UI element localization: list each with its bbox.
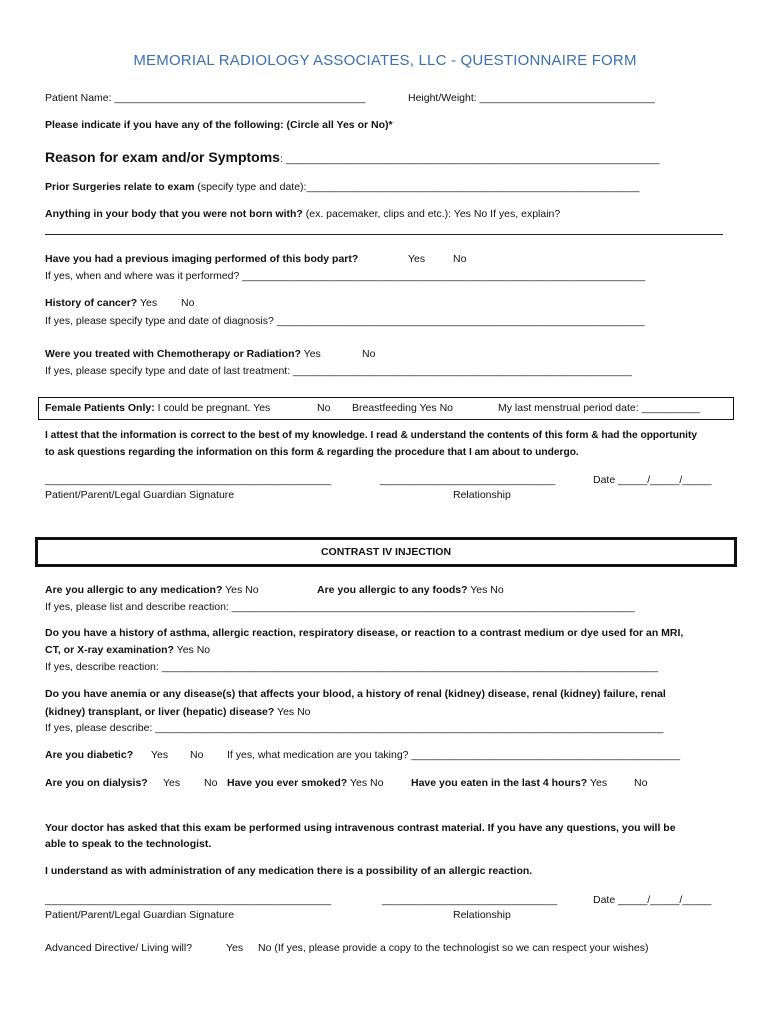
previous-imaging-followup[interactable]: If yes, when and where was it performed? _____________________________________________________________________ bbox=[45, 270, 646, 282]
food-allergy-label: Are you allergic to any foods? bbox=[317, 584, 468, 596]
implants-rest: (ex. pacemaker, clips and etc.): Yes No If yes, explain? bbox=[302, 208, 561, 220]
menstrual-date-field[interactable]: My last menstrual period date: __________ bbox=[498, 402, 700, 414]
chemo-no[interactable]: No bbox=[362, 348, 376, 360]
female-pregnant-no[interactable]: No bbox=[317, 402, 331, 414]
cancer-label: History of cancer? bbox=[45, 297, 138, 309]
dialysis-yes[interactable]: Yes bbox=[163, 777, 181, 789]
prior-surgeries-line: (specify type and date):_________________________________________________________ bbox=[194, 181, 640, 193]
prior-surgeries-label: Prior Surgeries relate to exam bbox=[45, 181, 195, 193]
female-label: Female Patients Only: bbox=[45, 402, 155, 414]
height-weight-field[interactable]: Height/Weight: ______________________________ bbox=[408, 92, 655, 104]
attestation-line-1: I attest that the information is correct to the best of my knowledge. I read & understand the contents of this form & had the opportunity bbox=[45, 430, 698, 441]
previous-imaging-no[interactable]: No bbox=[453, 253, 467, 265]
anemia-yn: Yes No bbox=[274, 706, 311, 718]
breastfeeding-question[interactable]: Breastfeeding Yes No bbox=[352, 402, 453, 414]
eaten-yes: Yes bbox=[587, 777, 608, 789]
smoked-label: Have you ever smoked? bbox=[227, 777, 348, 789]
eaten-question[interactable] bbox=[411, 776, 607, 790]
asthma-yn: Yes No bbox=[173, 644, 211, 656]
chemo-label: Were you treated with Chemotherapy or Radiation? bbox=[45, 348, 301, 360]
relationship-line-1[interactable]: ______________________________ bbox=[380, 474, 556, 486]
dialysis-no[interactable]: No bbox=[204, 777, 218, 789]
female-pregnant-yes[interactable]: I could be pregnant. Yes bbox=[154, 402, 271, 414]
smoked-question[interactable] bbox=[227, 776, 383, 790]
date-field-2[interactable]: Date _____/_____/_____ bbox=[593, 894, 712, 906]
explain-line[interactable] bbox=[45, 234, 723, 235]
reason-label: Reason for exam and/or Symptoms bbox=[45, 149, 280, 165]
patient-name-field[interactable]: Patient Name: ___________________________________________ bbox=[45, 92, 366, 104]
doctor-note-line-1: Your doctor has asked that this exam be performed using intravenous contrast material. If you have any questions, you will be bbox=[45, 822, 676, 834]
advanced-directive-question: Advanced Directive/ Living will? bbox=[45, 942, 193, 954]
asthma-label-2: CT, or X-ray examination? bbox=[45, 644, 174, 656]
diabetic-label: Are you diabetic? bbox=[45, 749, 134, 761]
reason-line: : ________________________________________________________________ bbox=[279, 153, 660, 165]
medication-allergy-label: Are you allergic to any medication? bbox=[45, 584, 223, 596]
smoked-yn: Yes No bbox=[347, 777, 384, 789]
diabetic-yes[interactable]: Yes bbox=[151, 749, 169, 761]
doctor-note-line-2: able to speak to the technologist. bbox=[45, 838, 212, 850]
asthma-reaction-field[interactable]: If yes, describe reaction: _____________________________________________________________________________________ bbox=[45, 661, 659, 673]
signature-label-2: Patient/Parent/Legal Guardian Signature bbox=[45, 909, 235, 921]
signature-line-2[interactable]: _________________________________________________ bbox=[45, 894, 332, 906]
female-pregnant-question bbox=[45, 401, 270, 415]
diabetic-no[interactable]: No bbox=[190, 749, 204, 761]
anemia-question-1: Do you have anemia or any disease(s) that affects your blood, a history of renal (kidney) disease, renal (kidney) failure, renal bbox=[45, 688, 666, 700]
dialysis-label: Are you on dialysis? bbox=[45, 777, 148, 789]
cancer-followup[interactable]: If yes, please specify type and date of diagnosis? _______________________________________________________________ bbox=[45, 315, 645, 327]
chemo-followup[interactable]: If yes, please specify type and date of last treatment: __________________________________________________________ bbox=[45, 365, 632, 377]
medication-allergy-question[interactable] bbox=[45, 583, 259, 597]
anemia-label-2: (kidney) transplant, or liver (hepatic) disease? bbox=[45, 706, 275, 718]
chemo-yes[interactable]: Yes bbox=[303, 348, 321, 360]
instruction-text: Please indicate if you have any of the following: (Circle all Yes or No)* bbox=[45, 119, 393, 131]
eaten-label: Have you eaten in the last 4 hours? bbox=[411, 777, 588, 789]
advanced-directive-no[interactable]: No (If yes, please provide a copy to the technologist so we can respect your wishes) bbox=[258, 942, 649, 954]
relationship-line-2[interactable]: ______________________________ bbox=[382, 894, 558, 906]
eaten-no[interactable]: No bbox=[634, 777, 648, 789]
cancer-question bbox=[45, 296, 157, 310]
diabetic-medication-field[interactable]: If yes, what medication are you taking? ______________________________________________ bbox=[227, 749, 681, 761]
cancer-no[interactable]: No bbox=[181, 297, 195, 309]
form-title: MEMORIAL RADIOLOGY ASSOCIATES, LLC - QUESTIONNAIRE FORM bbox=[133, 52, 637, 69]
date-field-1[interactable]: Date _____/_____/_____ bbox=[593, 474, 712, 486]
understand-statement: I understand as with administration of any medication there is a possibility of an allergic reaction. bbox=[45, 865, 533, 877]
contrast-iv-heading: CONTRAST IV INJECTION bbox=[35, 537, 737, 567]
cancer-yes[interactable]: Yes bbox=[139, 297, 158, 309]
relationship-label-1: Relationship bbox=[453, 489, 511, 501]
asthma-question-2[interactable] bbox=[45, 643, 210, 657]
asthma-question-1: Do you have a history of asthma, allergic reaction, respiratory disease, or reaction to a contrast medium or dye used for an MRI, bbox=[45, 627, 684, 639]
medication-allergy-yn: Yes No bbox=[222, 584, 259, 596]
previous-imaging-yes[interactable]: Yes bbox=[408, 253, 426, 265]
chemo-question bbox=[45, 347, 321, 361]
previous-imaging-label: Have you had a previous imaging performed of this body part? bbox=[45, 253, 359, 265]
anemia-question-2[interactable] bbox=[45, 705, 311, 719]
advanced-directive-yes[interactable]: Yes bbox=[226, 942, 244, 954]
signature-label-1: Patient/Parent/Legal Guardian Signature bbox=[45, 489, 235, 501]
relationship-label-2: Relationship bbox=[453, 909, 511, 921]
implants-question[interactable] bbox=[45, 207, 560, 221]
food-allergy-question[interactable] bbox=[317, 583, 504, 597]
prior-surgeries-field[interactable] bbox=[45, 180, 639, 194]
anemia-describe-field[interactable]: If yes, please describe: _______________________________________________________________________________________ bbox=[45, 722, 664, 734]
attestation-line-2: to ask questions regarding the information on this form & regarding the procedure that I am about to undergo. bbox=[45, 447, 579, 458]
signature-line-1[interactable]: _________________________________________________ bbox=[45, 474, 332, 486]
allergy-reaction-field[interactable]: If yes, please list and describe reaction: _____________________________________________________________________ bbox=[45, 601, 635, 613]
reason-field[interactable] bbox=[45, 150, 660, 166]
implants-label: Anything in your body that you were not born with? bbox=[45, 208, 303, 220]
food-allergy-yn: Yes No bbox=[467, 584, 504, 596]
